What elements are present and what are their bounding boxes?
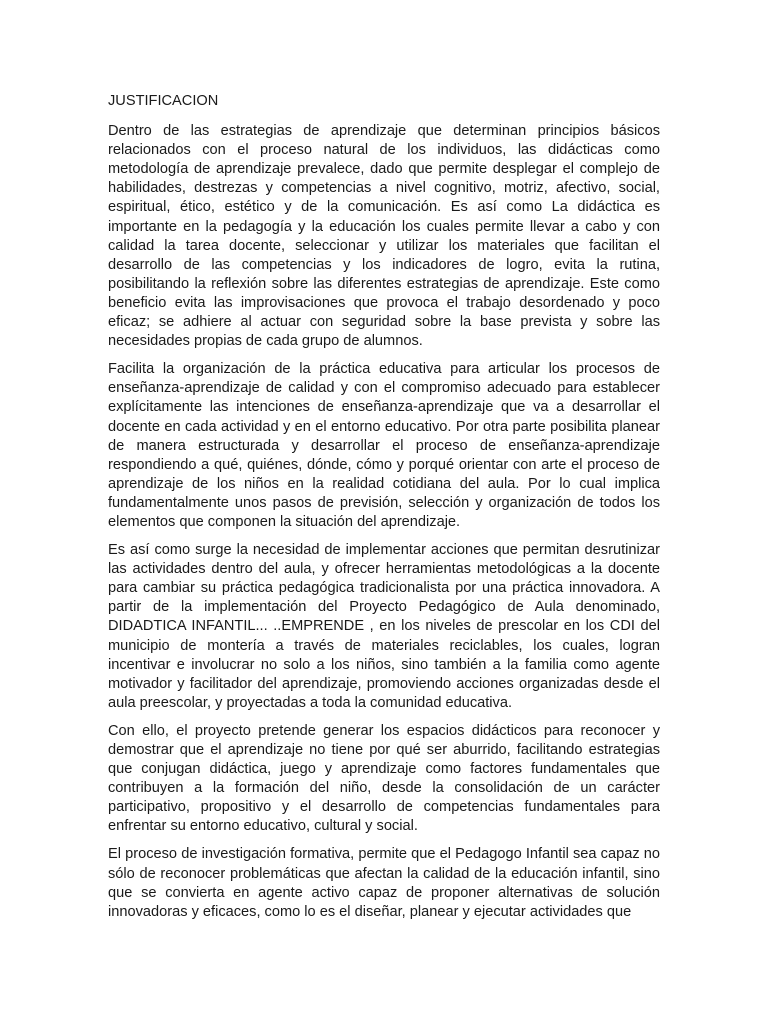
document-title: JUSTIFICACION <box>108 93 219 109</box>
paragraph-4: Con ello, el proyecto pretende generar los espacios didácticos para reconocer y demostrar que el aprendizaje no tiene por qué ser aburrido, facilitando estrategias que conjugan didáctica, juego y aprendizaje como factores fundamentales que contribuyen a la formación del niño, desde la consolidación de un carácter participativo, propositivo y el desarrollo de competencias fundamentales para enfrentar su entorno educativo, cultural y social. <box>108 722 660 835</box>
document-page <box>108 92 660 931</box>
paragraph-3: Es así como surge la necesidad de implementar acciones que permitan desrutinizar las actividades dentro del aula, y ofrecer herramientas metodológicas a la docente para cambiar su práctica pedagógica tradicionalista por una práctica innovadora. A partir de la implementación del Proyecto Pedagógico de Aula denominado, DIDADTICA INFANTIL... ..EMPRENDE , en los niveles de prescolar en los CDI del municipio de montería a través de materiales reciclables, los cuales, logran incentivar e involucrar no solo a los niños, sino también a la familia como agente motivador y facilitador del aprendizaje, promoviendo acciones organizadas desde el aula preescolar, y proyectadas a toda la comunidad educativa. <box>108 542 660 711</box>
paragraph-5: El proceso de investigación formativa, permite que el Pedagogo Infantil sea capaz no sólo de reconocer problemáticas que afectan la calidad de la educación infantil, sino que se convierta en agente activo capaz de proponer alternativas de solución innovadoras y eficaces, como lo es el diseñar, planear y ejecutar actividades que <box>108 846 660 920</box>
paragraph-1: Dentro de las estrategias de aprendizaje que determinan principios básicos relacionados con el proceso natural de los individuos, las didácticas como metodología de aprendizaje prevalece, dado que permite desplegar el complejo de habilidades, destrezas y competencias a nivel cognitivo, motriz, afectivo, social, espiritual, ético, estético y de la comunicación. Es así como La didáctica es importante en la pedagogía y la educación los cuales permite llevar a cabo y con calidad la tarea docente, seleccionar y utilizar los materiales que facilitan el desarrollo de las competencias y los indicadores de logro, evita la rutina, posibilitando la reflexión sobre las diferentes estrategias de aprendizaje. Este como beneficio evita las improvisaciones que provoca el trabajo desordenado y poco eficaz; se adhiere al actuar con seguridad sobre la base prevista y sobre las necesidades propias de cada grupo de alumnos. <box>108 123 660 350</box>
paragraph-2: Facilita la organización de la práctica educativa para articular los procesos de enseñanza-aprendizaje de calidad y con el compromiso adecuado para establecer explícitamente las intenciones de enseñanza-aprendizaje que va a desarrollar el docente en cada actividad y en el entorno educativo. Por otra parte posibilita planear de manera estructurada y desarrollar el proceso de enseñanza-aprendizaje respondiendo a qué, quiénes, dónde, cómo y porqué orientar con arte el proceso de aprendizaje de los niños en la realidad cotidiana del aula. Por lo cual implica fundamentalmente unos pasos de previsión, selección y organización de todos los elementos que componen la situación del aprendizaje. <box>108 361 660 530</box>
